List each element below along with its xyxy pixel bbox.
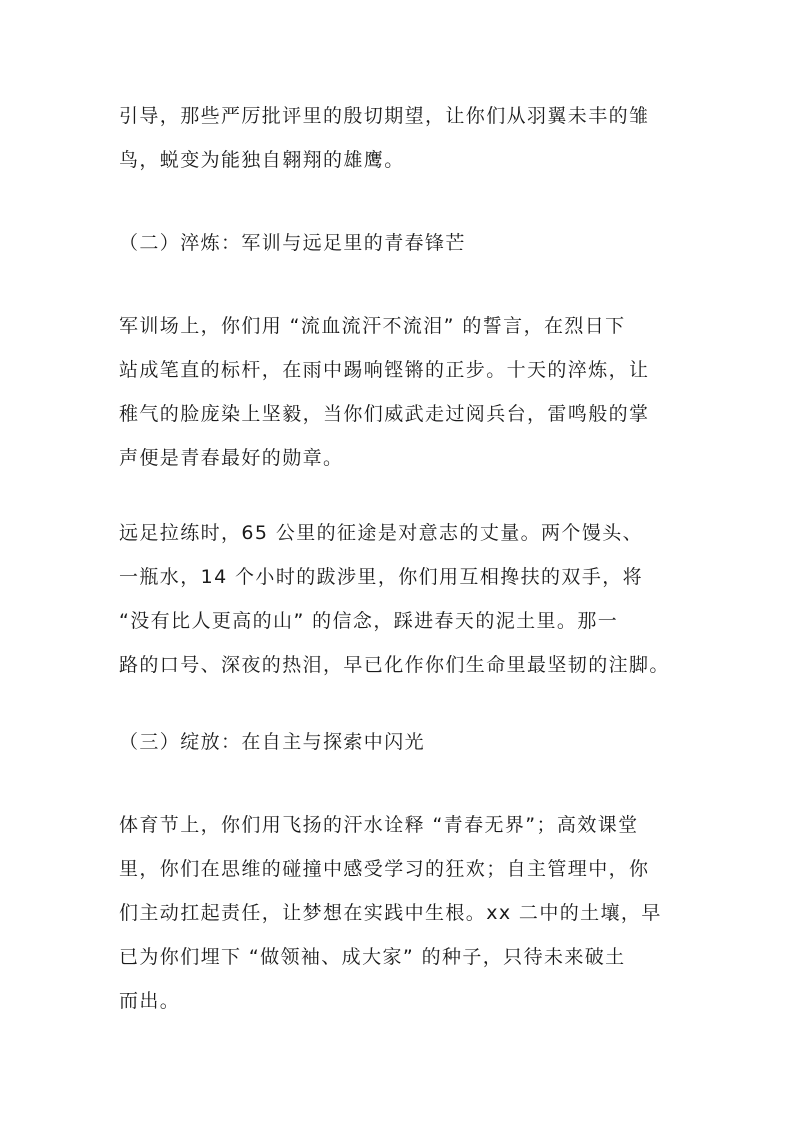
paragraph-line: 里，你们在思维的碰撞中感受学习的狂欢；自主管理中，你: [119, 858, 650, 880]
paragraph-line: 站成笔直的标杆，在雨中踢响铿锵的正步。十天的淬炼，让: [119, 359, 650, 381]
section-heading-3: （三）绽放：在自主与探索中闪光: [119, 731, 426, 753]
paragraph-2: [119, 311, 679, 474]
paragraph-line: 远足拉练时，65 公里的征途是对意志的丈量。两个馒头、: [119, 522, 644, 544]
paragraph-line: “没有比人更高的山” 的信念，踩进春天的泥土里。那一: [119, 610, 619, 632]
paragraph-4: [119, 810, 679, 1017]
section-heading-2: （二）淬炼：军训与远足里的青春锋芒: [119, 232, 466, 254]
paragraph-line: 引导，那些严厉批评里的殷切期望，让你们从羽翼未丰的雏: [119, 105, 650, 127]
paragraph-line: 军训场上，你们用 “流血流汗不流泪” 的誓言，在烈日下: [119, 315, 626, 337]
paragraph-3: [119, 518, 679, 681]
paragraph-line: 路的口号、深夜的热泪，早已化作你们生命里最坚韧的注脚。: [119, 654, 670, 676]
paragraph-line: 稚气的脸庞染上坚毅，当你们威武走过阅兵台，雷鸣般的掌: [119, 403, 650, 425]
paragraph-line: 鸟，蜕变为能独自翱翔的雄鹰。: [119, 149, 405, 171]
paragraph-1: [119, 101, 679, 176]
paragraph-line: 而出。: [119, 990, 181, 1012]
paragraph-line: 们主动扛起责任，让梦想在实践中生根。xx 二中的土壤，早: [119, 902, 662, 924]
paragraph-line: 声便是青春最好的勋章。: [119, 447, 344, 469]
paragraph-line: 已为你们埋下 “做领袖、成大家” 的种子，只待未来破土: [119, 946, 626, 968]
paragraph-line: 体育节上，你们用飞扬的汗水诠释 “青春无界”；高效课堂: [119, 814, 639, 836]
paragraph-line: 一瓶水，14 个小时的跋涉里，你们用互相搀扶的双手，将: [119, 566, 644, 588]
